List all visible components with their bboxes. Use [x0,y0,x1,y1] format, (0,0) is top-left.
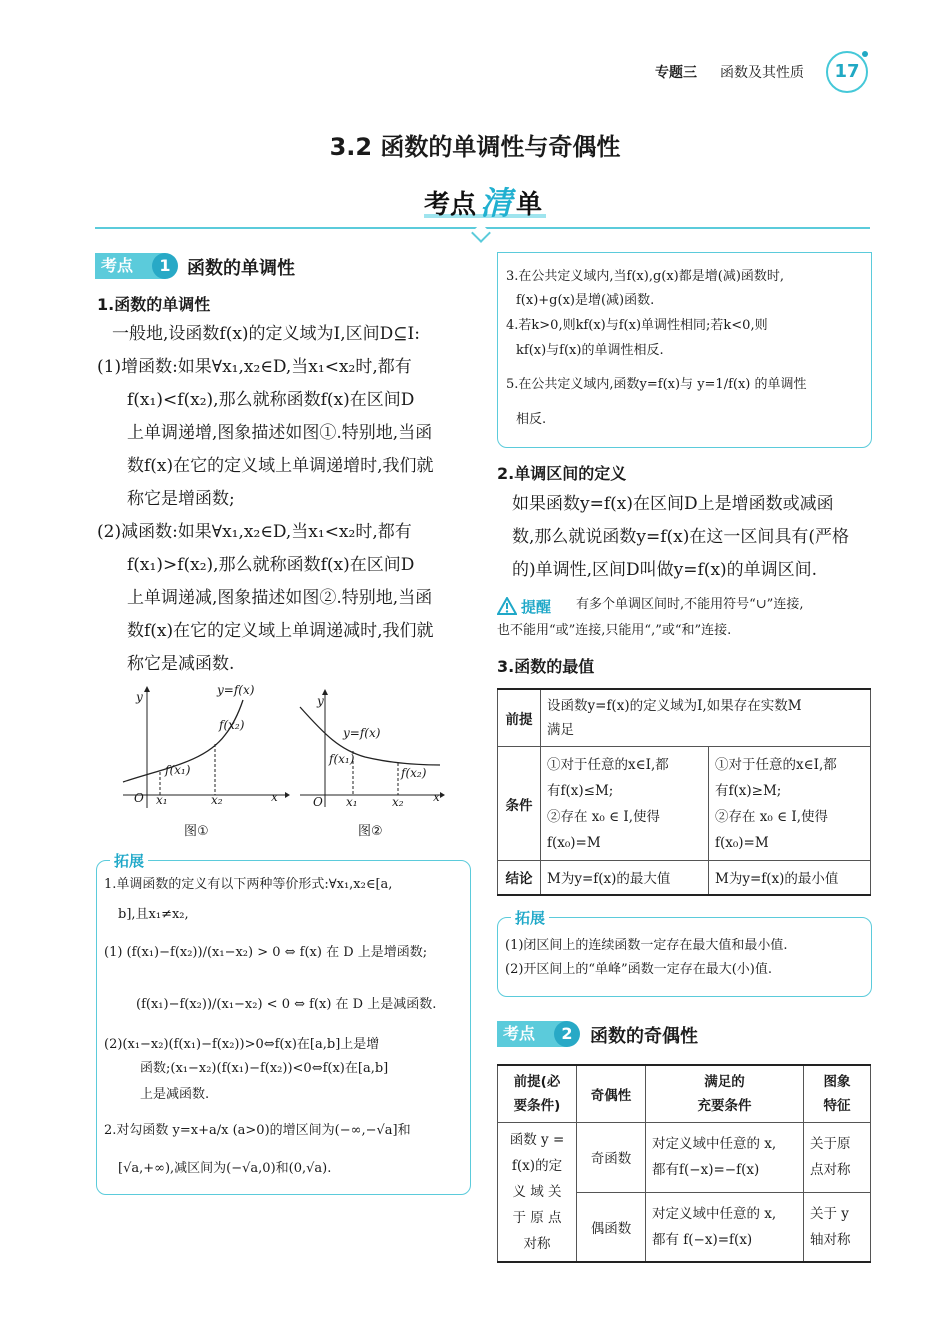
extension-box-2 [497,917,872,997]
header-topic: 专题三 [655,65,697,81]
parity-premise-5: 对称 [523,1236,551,1252]
parity-premise-1: 函数 y = [509,1132,565,1148]
figure-2-origin: O [313,795,323,809]
figure-1-x2: x₂ [211,793,223,807]
kaodian-1-tag: 考点 [95,253,165,279]
extension-2-line-1: (1)闭区间上的连续函数一定存在最大值和最小值. [505,938,788,953]
figure-2-x1: x₁ [346,795,358,809]
monotonic-line-7: (2)减函数:如果∀x₁,x₂∈D,当x₁<x₂时,都有 [97,522,412,542]
extremum-condition-head: 条件 [498,747,541,861]
figure-2-curve-label: y=f(x) [343,726,381,740]
kaodian-1-number: 1 [152,253,178,279]
tip-label: 提醒 [521,598,552,616]
parity-table [497,1064,871,1263]
parity-even-label: 偶函数 [577,1192,646,1262]
extremum-condition-min [709,747,871,861]
monotonic-line-11: 称它是减函数. [127,654,235,674]
parity-head-premise-1: 前提(必 [513,1074,561,1090]
figure-2-x2: x₂ [392,795,404,809]
parity-head-condition [646,1065,804,1123]
max-cond-2: 有f(x)≤M; [547,782,614,799]
extension-box-1-label: 拓展 [110,850,148,871]
kaodian-1-title: 函数的单调性 [187,258,295,279]
kaodian-2-tag: 考点 [497,1021,567,1047]
parity-head-feature-1: 图象 [823,1074,851,1090]
interval-line-2: 数,那么就说函数y=f(x)在这一区间具有(严格 [512,527,850,547]
extension-1-line-4: (f(x₁)−f(x₂))/(x₁−x₂) < 0 ⇔ f(x) 在 D 上是减函数. [136,997,437,1012]
subsection-2-title: 2.单调区间的定义 [497,464,627,483]
subsection-3-title: 3.函数的最值 [497,657,595,676]
figure-2-y-axis-label: y [317,694,324,708]
banner-text-1: 考点 [424,190,477,220]
min-cond-4: f(x₀)=M [715,834,769,851]
extremum-table [497,688,871,896]
parity-head-premise-2: 要条件) [513,1098,561,1114]
parity-head-condition-2: 充要条件 [697,1098,752,1114]
extremum-premise-text-2: 满足 [547,722,574,738]
kaodian-2-title: 函数的奇偶性 [590,1026,698,1047]
section-title: 3.2 函数的单调性与奇偶性 [329,133,621,161]
extension-1-line-7: 上是减函数. [140,1087,210,1102]
extremum-condition-max [541,747,709,861]
parity-head-type: 奇偶性 [577,1065,646,1123]
extremum-premise-cell [541,689,871,747]
page-number-dot [862,51,868,57]
parity-even-feat-1: 关于 y [810,1205,849,1222]
monotonic-line-3: f(x₁)<f(x₂),那么就称函数f(x)在区间D [127,390,415,410]
subsection-1-title: 1.函数的单调性 [97,295,211,314]
monotonic-line-9: 上单调递减,图象描述如图②.特别地,当函 [127,588,433,608]
warning-icon [497,597,517,615]
min-cond-1: ①对于任意的x∈I,都 [715,756,837,773]
extension-1-line-1: 1.单调函数的定义有以下两种等价形式:∀x₁,x₂∈[a, [104,877,393,892]
extension-1-line-3: (1) (f(x₁)−f(x₂))/(x₁−x₂) > 0 ⇔ f(x) 在 D 上是增函数; [104,945,428,960]
figure-1-x1: x₁ [156,793,168,807]
figure-1-fx2: f(x₂) [219,718,245,732]
parity-premise-cell [498,1123,577,1263]
monotonic-line-6: 称它是增函数; [127,489,235,509]
figure-2-caption: 图② [358,824,383,839]
figure-1-caption: 图① [184,824,209,839]
extension-1-line-6: 函数;(x₁−x₂)(f(x₁)−f(x₂))<0⇔f(x)在[a,b] [140,1061,389,1076]
figure-2-fx1: f(x₁) [329,752,355,766]
extension-box-2-label: 拓展 [511,907,549,928]
kaodian-2-number: 2 [554,1021,580,1047]
figure-1-y-axis-label: y [136,690,143,704]
properties-line-4: kf(x)与f(x)的单调性相反. [516,343,664,358]
monotonic-line-2: (1)增函数:如果∀x₁,x₂∈D,当x₁<x₂时,都有 [97,357,412,377]
extremum-conclusion-max: M为y=f(x)的最大值 [541,861,709,895]
monotonic-line-1: 一般地,设函数f(x)的定义域为I,区间D⊆I: [112,324,420,344]
monotonic-line-8: f(x₁)>f(x₂),那么就称函数f(x)在区间D [127,555,415,575]
figure-1-curve-label: y=f(x) [217,683,255,697]
parity-premise-2: f(x)的定 [511,1158,563,1174]
parity-head-premise [498,1065,577,1123]
min-cond-2: 有f(x)≥M; [715,782,782,799]
parity-head-feature [804,1065,871,1123]
parity-odd-label: 奇函数 [577,1123,646,1193]
monotonic-line-4: 上单调递增,图象描述如图①.特别地,当函 [127,423,433,443]
parity-odd-cond-2: 都有f(−x)=−f(x) [652,1162,760,1179]
extension-1-line-9: [√a,+∞),减区间为(−√a,0)和(0,√a). [118,1161,332,1176]
max-cond-1: ①对于任意的x∈I,都 [547,756,669,773]
min-cond-3: ②存在 x₀ ∈ I,使得 [715,808,829,825]
properties-line-6: 相反. [516,412,547,427]
parity-even-feat-2: 轴对称 [810,1231,851,1248]
parity-head-feature-2: 特征 [823,1098,851,1114]
parity-odd-feat-2: 点对称 [810,1162,851,1179]
extremum-conclusion-min: M为y=f(x)的最小值 [709,861,871,895]
parity-odd-condition [646,1123,804,1193]
page-number: 17 [834,61,860,82]
interval-line-1: 如果函数y=f(x)在区间D上是增函数或减函 [512,494,834,514]
parity-premise-3: 义 域 关 [512,1184,562,1200]
extension-1-line-8: 2.对勾函数 y=x+a/x (a>0)的增区间为(−∞,−√a]和 [104,1123,411,1138]
monotonic-line-10: 数f(x)在它的定义域上单调递减时,我们就 [127,621,434,641]
figure-1-origin: O [134,791,144,805]
extremum-premise-text-1: 设函数y=f(x)的定义域为I,如果存在实数M [547,698,802,714]
figure-1-fx1: f(x₁) [165,763,191,777]
parity-even-cond-1: 对定义域中任意的 x, [652,1205,777,1222]
parity-odd-cond-1: 对定义域中任意的 x, [652,1136,777,1153]
tip-line-1: 有多个单调区间时,不能用符号“∪”连接, [576,597,804,612]
tip-line-2: 也不能用“或”连接,只能用“,”或“和”连接. [497,623,732,638]
parity-even-condition [646,1192,804,1262]
extension-2-line-2: (2)开区间上的“单峰”函数一定存在最大(小)值. [505,962,772,977]
figure-1-x-axis-label: x [271,790,278,804]
max-cond-4: f(x₀)=M [547,834,601,851]
extremum-conclusion-head: 结论 [498,861,541,895]
figure-2-x-axis-label: x [433,790,440,804]
banner-text-3: 单 [516,190,543,220]
parity-premise-4: 于 原 点 [512,1210,562,1226]
extension-1-line-2: b],且x₁≠x₂, [118,907,189,922]
max-cond-3: ②存在 x₀ ∈ I,使得 [547,808,661,825]
properties-line-5: 5.在公共定义域内,函数y=f(x)与 y=1/f(x) 的单调性 [506,377,807,392]
banner-text-2: 清 [480,184,513,222]
figure-2-fx2: f(x₂) [401,766,427,780]
monotonic-line-5: 数f(x)在它的定义域上单调递增时,我们就 [127,456,434,476]
parity-even-cond-2: 都有 f(−x)=f(x) [652,1231,753,1248]
properties-line-3: 4.若k>0,则kf(x)与f(x)单调性相同;若k<0,则 [506,318,768,333]
properties-line-2: f(x)+g(x)是增(减)函数. [516,293,655,308]
properties-line-1: 3.在公共定义域内,当f(x),g(x)都是增(减)函数时, [506,269,785,284]
parity-head-condition-1: 满足的 [704,1074,745,1090]
parity-odd-feature [804,1123,871,1193]
header-chapter: 函数及其性质 [720,65,804,81]
parity-odd-feat-1: 关于原 [810,1136,851,1153]
extremum-premise-head: 前提 [498,689,541,747]
parity-even-feature [804,1192,871,1262]
extension-1-line-5: (2)(x₁−x₂)(f(x₁)−f(x₂))>0⇔f(x)在[a,b]上是增 [104,1037,380,1052]
interval-line-3: 的)单调性,区间D叫做y=f(x)的单调区间. [512,560,818,580]
